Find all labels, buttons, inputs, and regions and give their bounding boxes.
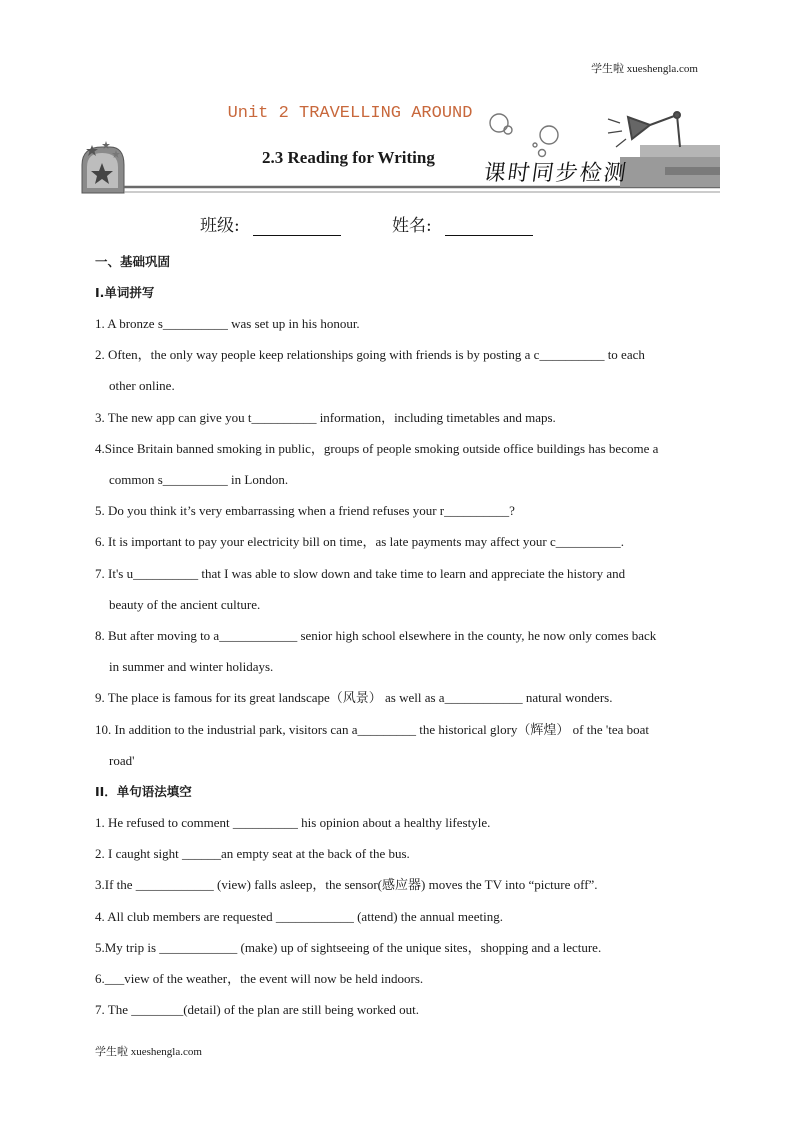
question-continuation: beauty of the ancient culture.: [109, 596, 261, 612]
question-item: 3.If the ____________ (view) falls asleep，the sensor(感应器) moves the TV into “picture off”.: [95, 877, 598, 893]
question-item: 5. Do you think it’s very embarrassing when a friend refuses your r__________?: [95, 503, 515, 519]
question-item: 4.Since Britain banned smoking in public，groups of people smoking outside office buildings has become a: [95, 440, 659, 456]
question-item: 2. Often，the only way people keep relationships going with friends is by posting a c__________ to each: [95, 347, 645, 363]
question-item: 1. He refused to comment __________ his opinion about a healthy lifestyle.: [95, 815, 491, 831]
question-item: 3. The new app can give you t__________ information，including timetables and maps.: [95, 409, 556, 425]
class-field: [200, 211, 341, 236]
question-item: 9. The place is famous for its great landscape（风景） as well as a____________ natural wonders.: [95, 690, 613, 706]
part1-heading: I.单词拼写: [95, 285, 155, 300]
unit-title: Unit 2 TRAVELLING AROUND: [227, 104, 473, 123]
question-item: 5.My trip is ____________ (make) up of sightseeing of the unique sites，shopping and a lecture.: [95, 939, 602, 955]
sync-test-label: 课时同步检测: [481, 161, 630, 186]
part1-question-list: [95, 308, 699, 776]
question-item: 2. I caught sight ______an empty seat at the back of the bus.: [95, 846, 410, 862]
name-blank[interactable]: [445, 217, 533, 236]
question-item: 7. It's u__________ that I was able to slow down and take time to learn and appreciate the history and: [95, 565, 626, 581]
question-continuation: common s__________ in London.: [109, 472, 289, 488]
question-continuation: other online.: [109, 378, 175, 394]
footer-site-label: 学生啦 xueshengla.com: [95, 1046, 202, 1058]
question-item: 8. But after moving to a____________ senior high school elsewhere in the county, he now only comes back: [95, 628, 657, 644]
star-badge-icon: [82, 141, 124, 193]
stairs-decoration-icon: [620, 145, 720, 187]
question-continuation: road': [109, 752, 135, 768]
question-item: 1. A bronze s__________ was set up in his honour.: [95, 316, 360, 331]
header-site-label: 学生啦 xueshengla.com: [591, 63, 698, 75]
part2-question-list: [95, 807, 699, 1025]
lesson-title: 2.3 Reading for Writing: [262, 148, 435, 167]
question-item: 4. All club members are requested ____________ (attend) the annual meeting.: [95, 908, 503, 924]
question-continuation: in summer and winter holidays.: [109, 659, 274, 675]
worksheet-content: [95, 246, 699, 1025]
name-label: 姓名:: [392, 216, 432, 236]
class-label: 班级:: [200, 216, 240, 236]
question-item: 7. The ________(detail) of the plan are still being worked out.: [95, 1002, 419, 1018]
class-blank[interactable]: [253, 217, 341, 236]
question-item: 10. In addition to the industrial park, visitors can a_________ the historical glory（辉煌） of the 'tea boat: [95, 721, 650, 737]
part2-heading: II．单句语法填空: [95, 784, 192, 800]
question-item: 6. It is important to pay your electricity bill on time，as late payments may affect your c__________.: [95, 534, 625, 550]
name-field: [392, 211, 533, 236]
question-item: 6.___view of the weather，the event will now be held indoors.: [95, 971, 424, 987]
section-heading: 一、基础巩固: [95, 254, 171, 269]
